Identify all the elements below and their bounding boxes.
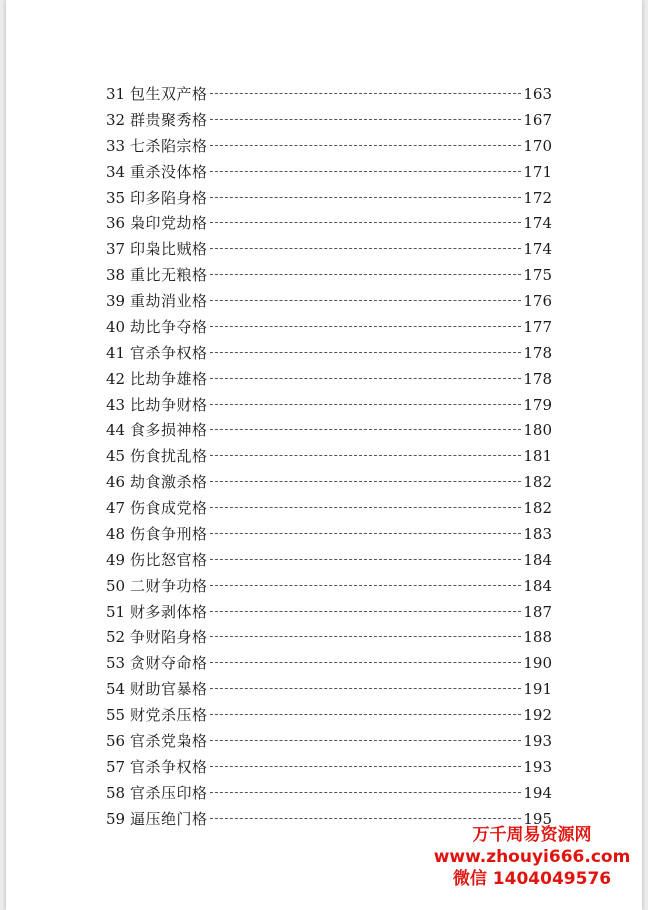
toc-entry-number: 36 [106,214,126,233]
toc-entry-page: 195 [523,809,552,828]
toc-dot-leader [210,585,522,586]
toc-entry [106,522,552,548]
toc-entry-number: 59 [106,809,126,828]
toc-entry-page: 182 [523,499,552,517]
toc-entry [106,82,552,108]
toc-entry [106,574,552,600]
toc-dot-leader [210,429,522,430]
toc-entry [106,315,552,341]
toc-entry-number: 54 [106,680,126,699]
toc-dot-leader [210,248,522,249]
toc-entry [106,367,552,393]
toc-entry-title: 劫食激杀格 [130,473,208,492]
toc-entry [106,289,552,315]
toc-dot-leader [210,404,522,405]
toc-entry-number: 35 [106,188,126,207]
toc-dot-leader [210,352,522,353]
toc-dot-leader [210,688,522,689]
toc-entry-title: 重劫消业格 [130,292,208,310]
toc-entry-page: 190 [523,654,552,673]
toc-entry-page: 175 [523,266,552,285]
toc-entry-number: 46 [106,473,126,492]
toc-entry-page: 192 [523,706,552,724]
toc-entry-number: 58 [106,783,126,802]
toc-entry-number: 45 [106,447,126,466]
toc-dot-leader [210,766,522,767]
toc-entry-number: 53 [106,654,126,673]
toc-entry [106,186,552,212]
toc-entry-number: 52 [106,628,126,647]
toc-entry [106,393,552,419]
toc-entry-number: 32 [106,110,126,129]
toc-entry-title: 食多损神格 [130,421,208,440]
toc-entry-page: 177 [523,317,552,336]
toc-entry-page: 178 [523,343,552,362]
toc-dot-leader [210,197,522,198]
toc-entry-number: 56 [106,731,126,750]
toc-dot-leader [210,611,522,612]
toc-dot-leader [210,714,522,715]
toc-entry-page: 193 [523,757,552,776]
toc-entry-number: 31 [106,85,126,103]
toc-entry-title: 印多陷身格 [130,188,208,207]
toc-entry [106,755,552,781]
toc-entry-number: 47 [106,499,126,517]
toc-entry [106,237,552,263]
toc-entry-page: 191 [523,680,552,699]
table-of-contents [106,82,552,832]
toc-entry-page: 193 [523,731,552,750]
toc-entry-number: 39 [106,292,126,310]
toc-entry [106,600,552,626]
watermark-site-name: 万千周易资源网 [472,825,592,845]
toc-entry-title: 官杀争权格 [130,343,208,362]
toc-entry [106,625,552,651]
toc-dot-leader [210,93,522,94]
watermark-url: www.zhouyi666.com [433,847,631,867]
toc-entry [106,496,552,522]
toc-dot-leader [210,119,522,120]
toc-entry-title: 逼压绝门格 [130,809,208,828]
toc-entry-page: 163 [523,85,552,103]
toc-entry-title: 重比无粮格 [130,266,208,285]
toc-entry-title: 争财陷身格 [130,628,208,647]
toc-dot-leader [210,300,522,301]
toc-entry-number: 44 [106,421,126,440]
toc-entry-title: 财多剥体格 [130,602,208,621]
toc-entry-page: 170 [523,136,552,155]
toc-entry-page: 174 [523,214,552,233]
toc-entry [106,263,552,289]
toc-entry-number: 33 [106,136,126,155]
toc-entry-number: 41 [106,343,126,362]
toc-entry [106,729,552,755]
toc-dot-leader [210,274,522,275]
toc-entry-number: 50 [106,576,126,595]
toc-dot-leader [210,145,522,146]
toc-entry-page: 167 [523,110,552,129]
toc-entry-title: 群贵聚秀格 [130,110,208,129]
toc-entry-number: 57 [106,757,126,776]
toc-entry [106,677,552,703]
toc-entry-page: 176 [523,292,552,310]
toc-entry-number: 51 [106,602,126,621]
toc-entry [106,418,552,444]
toc-entry-page: 183 [523,524,552,543]
toc-entry-title: 官杀争权格 [130,757,208,776]
toc-entry-page: 182 [523,473,552,492]
toc-entry-number: 55 [106,706,126,724]
toc-entry [106,108,552,134]
toc-entry-title: 比劫争财格 [130,395,208,414]
toc-dot-leader [210,662,522,663]
toc-entry-number: 40 [106,317,126,336]
toc-entry-title: 财助官暴格 [130,680,208,699]
toc-entry [106,781,552,807]
toc-entry [106,160,552,186]
toc-entry-title: 重杀没体格 [130,162,208,181]
toc-entry-number: 48 [106,524,126,543]
toc-entry-number: 49 [106,550,126,569]
toc-entry-title: 比劫争雄格 [130,369,208,388]
toc-entry-page: 184 [523,576,552,595]
watermark-wechat: 微信 1404049576 [452,869,612,889]
toc-entry-title: 包生双产格 [130,85,208,103]
toc-entry-title: 二财争功格 [130,576,208,595]
toc-entry-title: 伤比怒官格 [130,550,208,569]
toc-entry [106,444,552,470]
toc-dot-leader [210,455,522,456]
toc-entry-page: 179 [523,395,552,414]
toc-entry-page: 188 [523,628,552,647]
toc-entry-page: 184 [523,550,552,569]
toc-entry-title: 伤食扰乱格 [130,447,208,466]
toc-dot-leader [210,378,522,379]
toc-dot-leader [210,326,522,327]
toc-entry-title: 七杀陷宗格 [130,136,208,155]
toc-entry-title: 财党杀压格 [130,706,208,724]
toc-entry-number: 43 [106,395,126,414]
toc-dot-leader [210,559,522,560]
toc-entry-title: 官杀压印格 [130,783,208,802]
toc-entry-page: 187 [523,602,552,621]
toc-entry-title: 伤食成党格 [130,499,208,517]
toc-entry-page: 180 [523,421,552,440]
toc-entry-page: 194 [523,783,552,802]
toc-entry-title: 枭印党劫格 [130,214,208,233]
toc-entry-page: 172 [523,188,552,207]
toc-entry-title: 劫比争夺格 [130,317,208,336]
toc-entry-number: 42 [106,369,126,388]
toc-dot-leader [210,792,522,793]
toc-entry-title: 伤食争刑格 [130,524,208,543]
toc-entry-title: 印枭比贼格 [130,240,208,259]
document-page [6,0,642,910]
toc-entry-page: 181 [523,447,552,466]
toc-entry-number: 38 [106,266,126,285]
toc-entry [106,341,552,367]
toc-entry-page: 171 [523,162,552,181]
toc-entry-number: 37 [106,240,126,259]
toc-dot-leader [210,507,522,508]
watermark [432,824,632,890]
toc-dot-leader [210,818,522,819]
toc-dot-leader [210,533,522,534]
toc-dot-leader [210,481,522,482]
toc-entry [106,211,552,237]
toc-entry-page: 178 [523,369,552,388]
toc-entry-number: 34 [106,162,126,181]
toc-dot-leader [210,740,522,741]
toc-entry [106,651,552,677]
toc-entry [106,548,552,574]
toc-dot-leader [210,171,522,172]
toc-dot-leader [210,222,522,223]
toc-entry-title: 官杀党枭格 [130,731,208,750]
toc-entry [106,470,552,496]
toc-entry-page: 174 [523,240,552,259]
toc-dot-leader [210,636,522,637]
toc-entry [106,134,552,160]
toc-entry-title: 贪财夺命格 [130,654,208,673]
toc-entry [106,703,552,729]
